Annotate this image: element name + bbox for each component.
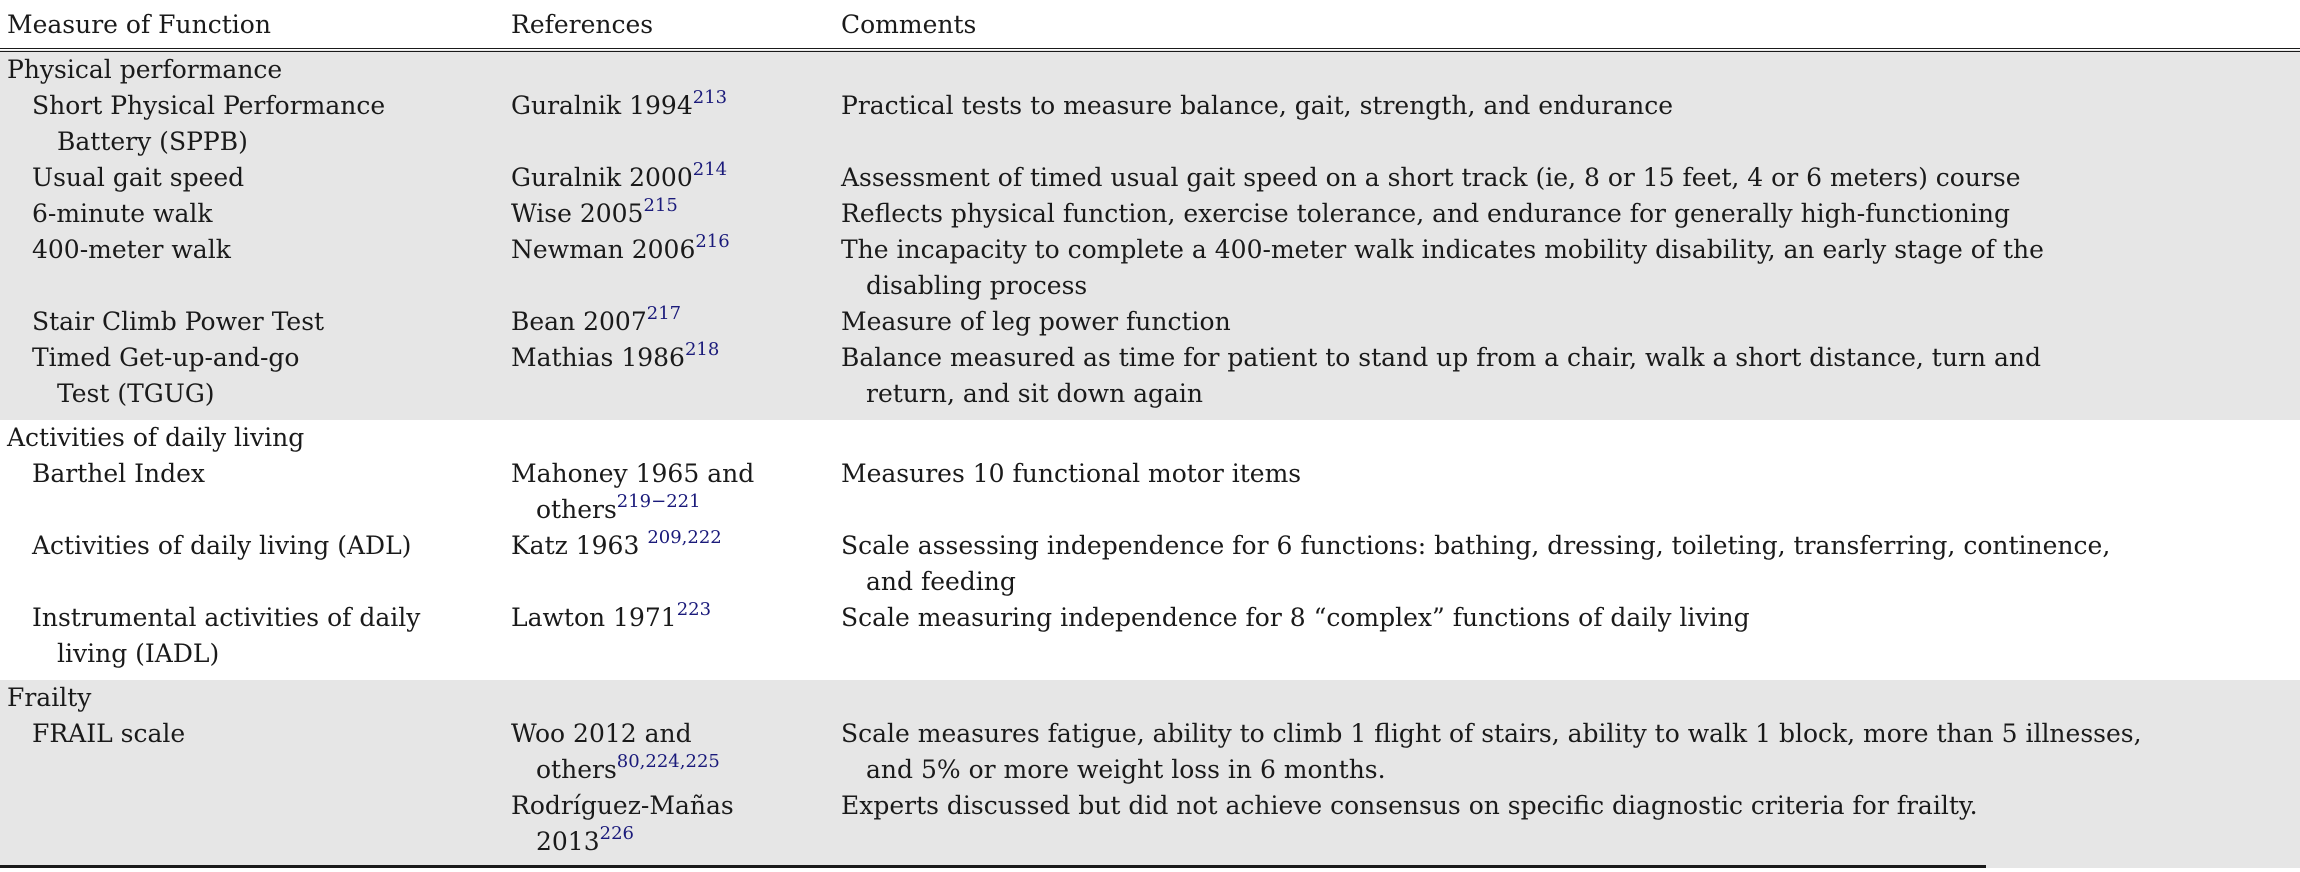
comment-line: and feeding bbox=[866, 567, 1016, 596]
table-row bbox=[0, 88, 2300, 160]
section-gap-cell bbox=[0, 412, 2300, 420]
measure-name-line: Battery (SPPB) bbox=[57, 127, 248, 156]
reference-author-year: Lawton 1971 bbox=[511, 603, 677, 632]
section-header-row bbox=[0, 50, 2300, 88]
measure-cell bbox=[0, 160, 504, 196]
section-gap bbox=[0, 412, 2300, 420]
reference-cell bbox=[504, 160, 834, 196]
measure-cell bbox=[0, 88, 504, 160]
comment-line: and 5% or more weight loss in 6 months. bbox=[866, 755, 1386, 784]
measure-name-line: Instrumental activities of daily bbox=[32, 603, 421, 632]
measure-cell bbox=[0, 528, 504, 600]
comment-cell bbox=[834, 88, 2300, 160]
section-title: Activities of daily living bbox=[7, 423, 305, 452]
reference-line bbox=[511, 160, 834, 196]
reference-author-year: Rodríguez-Mañas bbox=[511, 791, 734, 820]
comment-cell bbox=[834, 788, 2300, 860]
citation-superscript: 218 bbox=[684, 339, 720, 360]
comment-cell bbox=[834, 340, 2300, 412]
citation-superscript: 80,224,225 bbox=[616, 751, 720, 772]
table-row bbox=[0, 160, 2300, 196]
measure-name-line: 400-meter walk bbox=[32, 235, 231, 264]
reference-cell bbox=[504, 788, 834, 860]
reference-cell bbox=[504, 304, 834, 340]
table-row bbox=[0, 304, 2300, 340]
reference-cell bbox=[504, 600, 834, 672]
section-gap bbox=[0, 672, 2300, 680]
citation-superscript: 215 bbox=[643, 195, 678, 216]
citation-superscript: 219−221 bbox=[616, 491, 701, 512]
comment-line: return, and sit down again bbox=[866, 379, 1204, 408]
header-measure: Measure of Function bbox=[7, 10, 271, 39]
measure-name-line: Short Physical Performance bbox=[32, 91, 386, 120]
table-body bbox=[0, 50, 2300, 868]
reference-line bbox=[511, 824, 834, 860]
reference-line bbox=[511, 788, 834, 824]
comment-line: Scale measuring independence for 8 “complex” functions of daily living bbox=[841, 603, 1750, 632]
table-header bbox=[0, 7, 2300, 50]
reference-author-year: Woo 2012 and bbox=[511, 719, 692, 748]
reference-line bbox=[511, 716, 834, 752]
table-row bbox=[0, 600, 2300, 672]
citation-superscript: 217 bbox=[646, 303, 682, 324]
measure-cell bbox=[0, 456, 504, 528]
comment-cell bbox=[834, 528, 2300, 600]
reference-line bbox=[511, 88, 834, 124]
comment-line: Scale assessing independence for 6 functions: bathing, dressing, toileting, transferring, continence, bbox=[841, 531, 2111, 560]
comment-cell bbox=[834, 456, 2300, 528]
reference-cell bbox=[504, 528, 834, 600]
comment-line: Measures 10 functional motor items bbox=[841, 459, 1302, 488]
reference-line bbox=[511, 492, 834, 528]
measure-name-line: Activities of daily living (ADL) bbox=[32, 531, 412, 560]
table-row bbox=[0, 528, 2300, 600]
measure-name-line: Test (TGUG) bbox=[57, 379, 215, 408]
measure-cell bbox=[0, 196, 504, 232]
reference-cell bbox=[504, 232, 834, 304]
measure-cell bbox=[0, 788, 504, 860]
reference-line bbox=[511, 752, 834, 788]
table-row bbox=[0, 716, 2300, 788]
reference-cell bbox=[504, 456, 834, 528]
reference-continuation: others bbox=[536, 755, 617, 784]
measure-name-line: living (IADL) bbox=[57, 639, 220, 668]
measure-cell bbox=[0, 304, 504, 340]
reference-line bbox=[511, 232, 834, 268]
measure-name-line: FRAIL scale bbox=[32, 719, 186, 748]
table-bottom-rule bbox=[0, 865, 1986, 868]
reference-continuation: 2013 bbox=[536, 827, 600, 856]
reference-author-year: Mathias 1986 bbox=[511, 343, 685, 372]
reference-author-year: Mahoney 1965 and bbox=[511, 459, 755, 488]
section-header-row bbox=[0, 420, 2300, 456]
reference-line bbox=[511, 196, 834, 232]
table-row bbox=[0, 788, 2300, 860]
comment-cell bbox=[834, 160, 2300, 196]
reference-line bbox=[511, 600, 834, 636]
reference-author-year: Newman 2006 bbox=[511, 235, 696, 264]
reference-line bbox=[511, 456, 834, 492]
citation-superscript: 216 bbox=[695, 231, 730, 252]
reference-cell bbox=[504, 196, 834, 232]
header-references: References bbox=[511, 10, 654, 39]
measure-cell bbox=[0, 716, 504, 788]
measure-name-line: Barthel Index bbox=[32, 459, 205, 488]
section-title: Physical performance bbox=[0, 50, 2300, 88]
measure-cell bbox=[0, 232, 504, 304]
header-comments: Comments bbox=[841, 10, 977, 39]
reference-line bbox=[511, 528, 834, 564]
citation-superscript: 214 bbox=[692, 159, 728, 180]
function-measures-table bbox=[0, 7, 2300, 868]
comment-cell bbox=[834, 716, 2300, 788]
comment-line: Assessment of timed usual gait speed on a short track (ie, 8 or 15 feet, 4 or 6 meters) course bbox=[841, 163, 2021, 192]
measure-cell bbox=[0, 340, 504, 412]
reference-author-year: Bean 2007 bbox=[511, 307, 647, 336]
reference-cell bbox=[504, 340, 834, 412]
section-header-row bbox=[0, 680, 2300, 716]
reference-author-year: Wise 2005 bbox=[511, 199, 644, 228]
reference-author-year: Katz 1963 bbox=[511, 531, 648, 560]
reference-cell bbox=[504, 716, 834, 788]
section-gap-cell bbox=[0, 672, 2300, 680]
reference-line bbox=[511, 304, 834, 340]
comment-line: Scale measures fatigue, ability to climb 1 flight of stairs, ability to walk 1 block, more than 5 illnesses, bbox=[841, 719, 2142, 748]
comment-cell bbox=[834, 600, 2300, 672]
citation-superscript: 213 bbox=[692, 87, 728, 108]
table-row bbox=[0, 232, 2300, 304]
comment-cell bbox=[834, 196, 2300, 232]
comment-line: Experts discussed but did not achieve consensus on specific diagnostic criteria for frailty. bbox=[841, 791, 1978, 820]
table-row bbox=[0, 340, 2300, 412]
comment-line: The incapacity to complete a 400-meter walk indicates mobility disability, an early stage of the bbox=[841, 235, 2044, 264]
comment-line: Reflects physical function, exercise tolerance, and endurance for generally high-functioning bbox=[841, 199, 2010, 228]
citation-superscript: 226 bbox=[599, 823, 634, 844]
comment-line: Measure of leg power function bbox=[841, 307, 1231, 336]
measure-name-line: Stair Climb Power Test bbox=[32, 307, 325, 336]
comment-line: Practical tests to measure balance, gait, strength, and endurance bbox=[841, 91, 1674, 120]
measure-name-line: Usual gait speed bbox=[32, 163, 245, 192]
comment-line: disabling process bbox=[866, 271, 1088, 300]
measure-name-line: Timed Get-up-and-go bbox=[32, 343, 300, 372]
measure-cell bbox=[0, 600, 504, 672]
reference-author-year: Guralnik 2000 bbox=[511, 163, 693, 192]
citation-superscript: 223 bbox=[676, 599, 712, 620]
measure-name-line: 6-minute walk bbox=[32, 199, 213, 228]
citation-superscript: 209,222 bbox=[647, 527, 722, 548]
table-row bbox=[0, 196, 2300, 232]
section-title: Frailty bbox=[0, 680, 2300, 716]
comment-cell bbox=[834, 304, 2300, 340]
reference-line bbox=[511, 340, 834, 376]
comment-cell bbox=[834, 232, 2300, 304]
reference-author-year: Guralnik 1994 bbox=[511, 91, 693, 120]
reference-cell bbox=[504, 88, 834, 160]
comment-line: Balance measured as time for patient to stand up from a chair, walk a short distance, turn and bbox=[841, 343, 2041, 372]
reference-continuation: others bbox=[536, 495, 617, 524]
table-row bbox=[0, 456, 2300, 528]
